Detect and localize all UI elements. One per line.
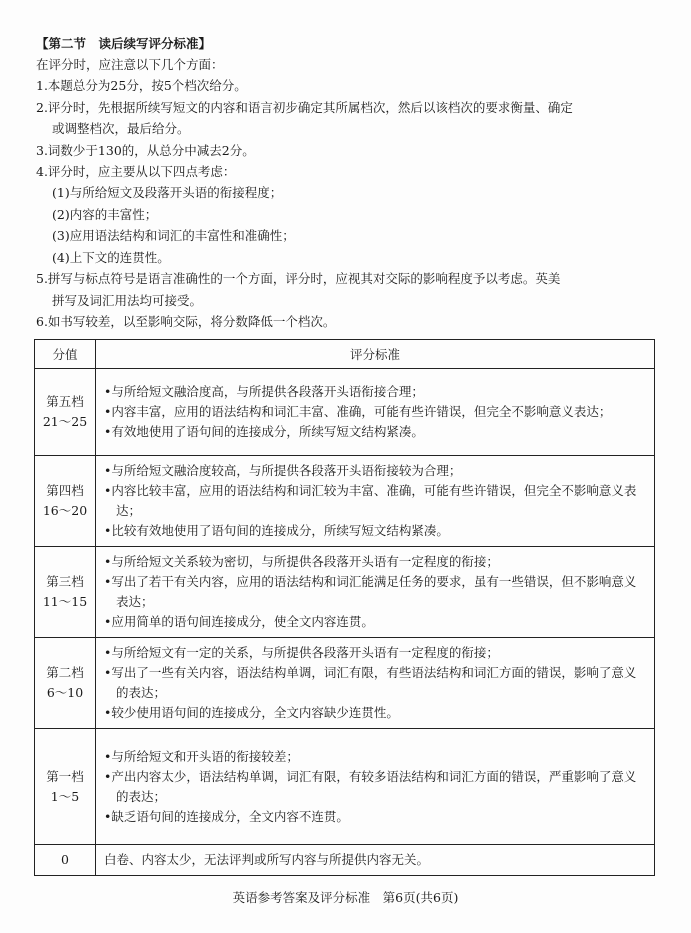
rule-1: 1.本题总分为25分，按5个档次给分。 (36, 78, 247, 93)
level-cell (35, 456, 96, 547)
table-row (35, 456, 655, 547)
table-row (35, 547, 655, 638)
table-row (35, 845, 655, 876)
table-row (35, 638, 655, 729)
criteria-cell (96, 729, 655, 845)
level-cell (35, 845, 96, 876)
table-row (35, 729, 655, 845)
criteria-item: •应用简单的语句间连接成分，使全文内容连贯。 (104, 614, 374, 629)
level-name: 第二档 (46, 665, 84, 680)
intro-text: 在评分时，应注意以下几个方面： (36, 57, 224, 72)
header-score: 分值 (35, 340, 96, 369)
criteria-cell (96, 638, 655, 729)
criteria-item: •有效地使用了语句间的连接成分，所续写短文结构紧凑。 (104, 424, 424, 439)
level-name: 第一档 (46, 768, 84, 784)
criteria-item: •内容丰富，应用的语法结构和词汇丰富、准确，可能有些许错误，但完全不影响意义表达； (104, 404, 612, 419)
criteria-item: •写出了若干有关内容，应用的语法结构和词汇能满足任务的要求，虽有一些错误，但不影响意义表达； (104, 574, 637, 609)
table-header (35, 340, 655, 369)
criteria-item: •与所给短文和开头语的衔接较差； (104, 748, 299, 764)
criteria-item: •与所给短文融洽度高，与所提供各段落开头语衔接合理； (104, 384, 424, 399)
criteria-item: •产出内容太少，语法结构单调，词汇有限，有较多语法结构和词汇方面的错误，严重影响了意义的表达； (104, 768, 637, 804)
level-cell (35, 729, 96, 845)
rule-5: 5.拼写与标点符号是语言准确性的一个方面，评分时，应视其对交际的影响程度予以考虑。英美 (36, 271, 561, 286)
criteria-item: •缺乏语句间的连接成分，全文内容不连贯。 (104, 808, 349, 824)
level-cell (35, 638, 96, 729)
rule-5-cont: 拼写及词汇用法均可接受。 (52, 293, 203, 308)
rule-2-cont: 或调整档次，最后给分。 (52, 121, 190, 136)
criteria-cell (96, 845, 655, 876)
level-range: 16～20 (42, 503, 88, 518)
level-name: 第五档 (46, 394, 84, 409)
criteria-item: •内容比较丰富，应用的语法结构和词汇较为丰富、准确，可能有些许错误，但完全不影响意义表达； (104, 483, 637, 518)
rule-6: 6.如书写较差，以至影响交际，将分数降低一个档次。 (36, 314, 336, 329)
level-name: 第三档 (46, 574, 84, 589)
level-range: 6～10 (46, 685, 84, 700)
level-cell (35, 369, 96, 456)
rule-2: 2.评分时，先根据所续写短文的内容和语言初步确定其所属档次，然后以该档次的要求衡量、确定 (36, 100, 573, 115)
level-cell (35, 547, 96, 638)
level-name: 第四档 (46, 483, 84, 498)
criteria-item: •较少使用语句间的连接成分，全文内容缺少连贯性。 (104, 705, 399, 720)
section-title: 【第二节 读后续写评分标准】 (36, 36, 212, 51)
criteria-item: •比较有效地使用了语句间的连接成分，所续写短文结构紧凑。 (104, 523, 449, 538)
criteria-item: 白卷、内容太少，无法评判或所写内容与所提供内容无关。 (104, 852, 430, 867)
rule-3: 3.词数少于130的，从总分中减去2分。 (36, 143, 255, 158)
criteria-item: •写出了一些有关内容，语法结构单调，词汇有限，有些语法结构和词汇方面的错误，影响了意义的表达； (104, 665, 637, 700)
page-footer: 英语参考答案及评分标准 第6页(共6页) (232, 890, 459, 905)
criteria-cell (96, 456, 655, 547)
criteria-cell (96, 547, 655, 638)
level-range: 21～25 (42, 414, 88, 429)
rule-4-2: (2)内容的丰富性； (52, 207, 158, 222)
level-range: 11～15 (42, 594, 88, 609)
level-range: 1～5 (50, 788, 80, 804)
criteria-cell (96, 369, 655, 456)
rule-4: 4.评分时，应主要从以下四点考虑： (36, 164, 236, 179)
rule-4-1: (1)与所给短文及段落开头语的衔接程度； (52, 185, 283, 200)
criteria-item: •与所给短文有一定的关系，与所提供各段落开头语有一定程度的衔接； (104, 645, 499, 660)
rule-4-4: (4)上下文的连贯性。 (52, 250, 170, 265)
header-criteria: 评分标准 (96, 340, 655, 369)
rule-4-3: (3)应用语法结构和词汇的丰富性和准确性； (52, 228, 295, 243)
table-row (35, 369, 655, 456)
level-name: 0 (61, 852, 69, 867)
criteria-item: •与所给短文关系较为密切，与所提供各段落开头语有一定程度的衔接； (104, 554, 499, 569)
scoring-table (34, 339, 655, 876)
criteria-item: •与所给短文融洽度较高，与所提供各段落开头语衔接较为合理； (104, 463, 462, 478)
